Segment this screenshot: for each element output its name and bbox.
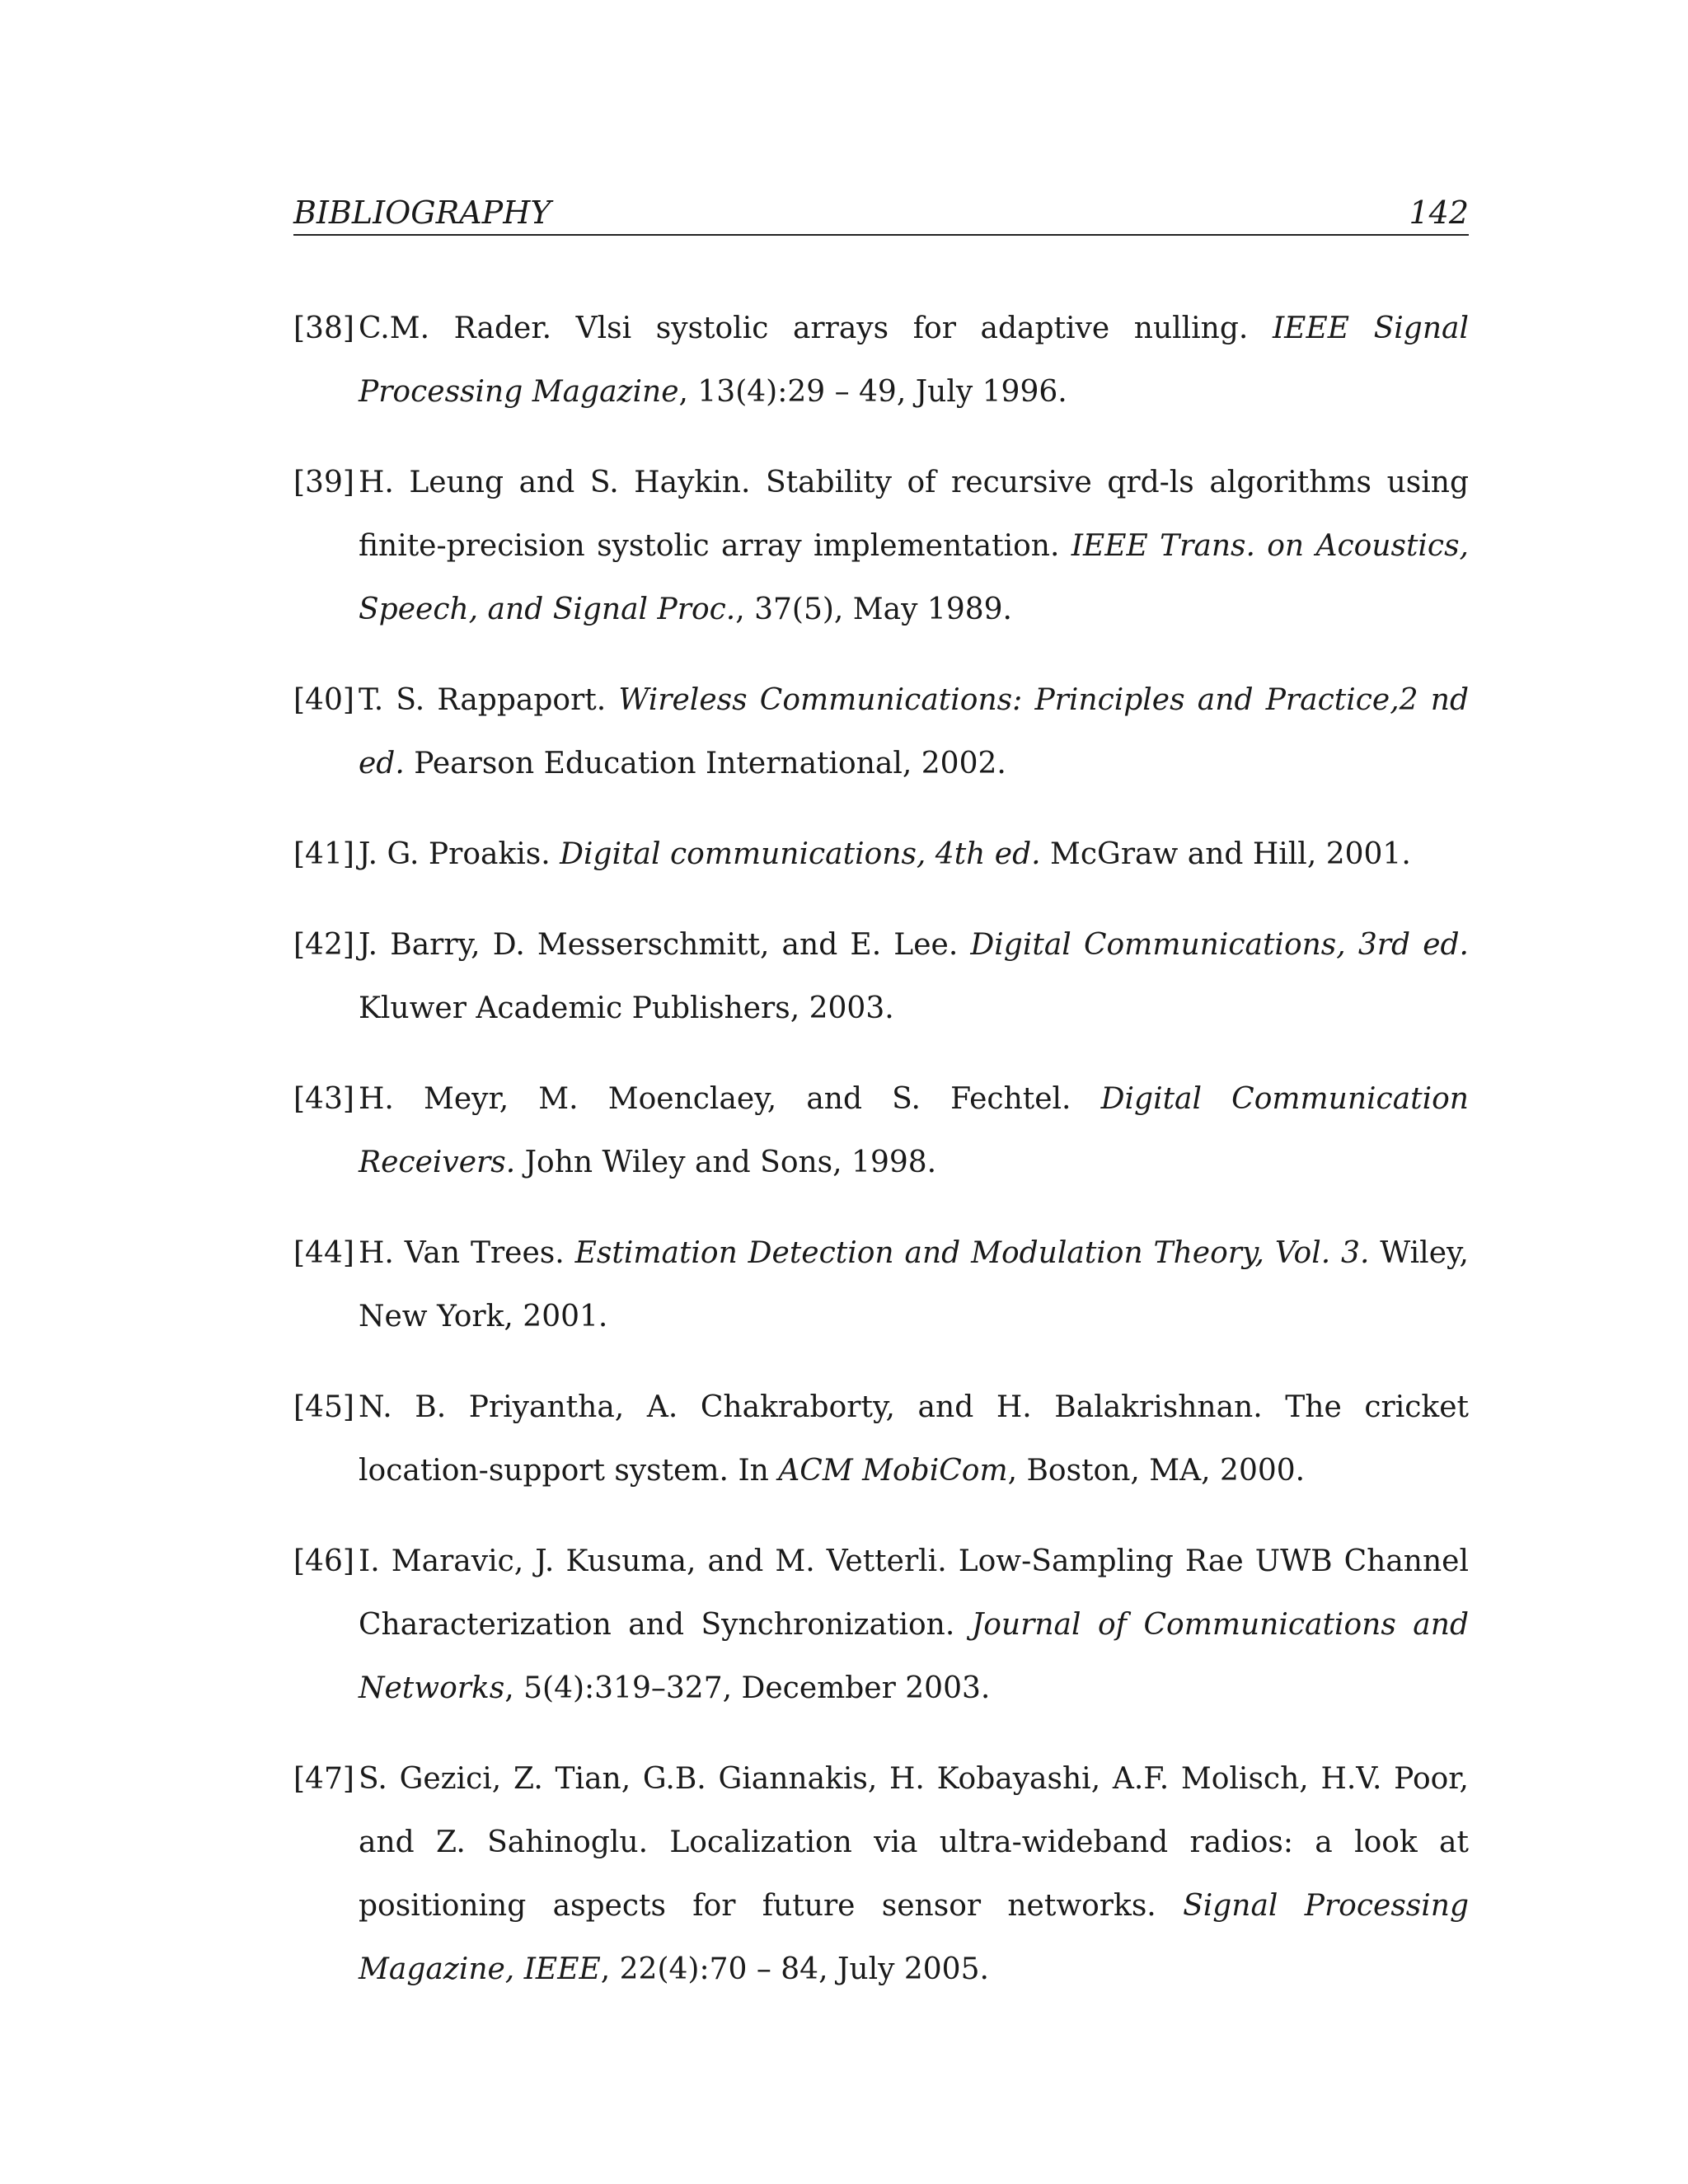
bibliography-list: [293, 297, 1469, 2028]
running-header: [293, 191, 1469, 236]
reference-authors-title: I. Maravic, J. Kusuma, and M. Vetterli. Low-Sampling Rae UWB Channel Characterization and Synchronization.: [359, 1544, 1469, 1642]
reference-details: , 22(4):70 – 84, July 2005.: [600, 1952, 989, 1986]
reference-entry: [293, 1067, 1469, 1194]
reference-authors-title: H. Van Trees.: [359, 1236, 575, 1270]
reference-entry: [293, 823, 1469, 886]
reference-entry: [293, 1530, 1469, 1720]
reference-venue: Signal Processing Magazine, IEEE: [359, 1889, 1470, 1986]
reference-details: Pearson Education International, 2002.: [404, 747, 1006, 780]
reference-authors-title: S. Gezici, Z. Tian, G.B. Giannakis, H. Kobayashi, A.F. Molisch, H.V. Poor, and Z. Sahinoglu. Localization via ultra-wideband radios: a look at positioning aspects for future sensor networks.: [359, 1762, 1469, 1923]
reference-authors-title: N. B. Priyantha, A. Chakraborty, and H. Balakrishnan. The cricket location-support system. In: [359, 1390, 1469, 1488]
reference-number: [44]: [293, 1236, 354, 1270]
reference-text: [359, 297, 1469, 424]
reference-entry: [293, 451, 1469, 641]
reference-entry: [293, 1221, 1469, 1348]
reference-entry: [293, 1747, 1469, 2001]
reference-authors-title: C.M. Rader. Vlsi systolic arrays for adaptive nulling.: [359, 312, 1273, 345]
reference-number: [47]: [293, 1762, 354, 1796]
reference-details: , Boston, MA, 2000.: [1007, 1454, 1306, 1488]
reference-details: Kluwer Academic Publishers, 2003.: [359, 991, 894, 1025]
reference-venue: Wireless Communications: Principles and Practice,2 nd ed.: [359, 683, 1469, 780]
reference-number: [46]: [293, 1544, 354, 1578]
reference-authors-title: J. Barry, D. Messerschmitt, and E. Lee.: [359, 928, 971, 962]
reference-number: [40]: [293, 683, 354, 717]
reference-entry: [293, 668, 1469, 795]
reference-details: , 5(4):319–327, December 2003.: [504, 1671, 991, 1705]
reference-venue: IEEE Trans. on Acoustics, Speech, and Signal Proc.: [359, 529, 1470, 626]
reference-venue: Digital communications, 4th ed.: [560, 837, 1041, 871]
reference-entry: [293, 1376, 1469, 1502]
reference-entry: [293, 913, 1469, 1040]
reference-number: [42]: [293, 928, 354, 962]
reference-text: [359, 1376, 1469, 1502]
reference-details: McGraw and Hill, 2001.: [1040, 837, 1411, 871]
reference-details: , 13(4):29 – 49, July 1996.: [678, 375, 1067, 409]
reference-text: [359, 1530, 1469, 1720]
reference-number: [39]: [293, 466, 354, 499]
reference-venue: Estimation Detection and Modulation Theory, Vol. 3.: [574, 1236, 1370, 1270]
reference-text: [359, 451, 1469, 641]
reference-venue: ACM MobiCom: [778, 1454, 1008, 1488]
page-number: 142: [1409, 194, 1469, 231]
reference-text: [359, 1221, 1469, 1348]
reference-text: [359, 913, 1469, 1040]
reference-number: [38]: [293, 312, 354, 345]
reference-number: [41]: [293, 837, 354, 871]
reference-text: [359, 823, 1469, 886]
reference-details: John Wiley and Sons, 1998.: [515, 1146, 937, 1179]
reference-details: Wiley, New York, 2001.: [359, 1236, 1469, 1333]
reference-number: [45]: [293, 1390, 354, 1424]
reference-details: , 37(5), May 1989.: [735, 593, 1012, 626]
reference-authors-title: T. S. Rappaport.: [359, 683, 619, 717]
reference-text: [359, 668, 1469, 795]
reference-venue: Digital Communication Receivers.: [359, 1082, 1469, 1179]
reference-number: [43]: [293, 1082, 354, 1116]
reference-authors-title: J. G. Proakis.: [359, 837, 560, 871]
reference-entry: [293, 297, 1469, 424]
reference-text: [359, 1067, 1469, 1194]
reference-authors-title: H. Meyr, M. Moenclaey, and S. Fechtel.: [359, 1082, 1101, 1116]
reference-text: [359, 1747, 1469, 2001]
section-title: BIBLIOGRAPHY: [293, 194, 551, 231]
reference-venue: Digital Communications, 3rd ed.: [970, 928, 1469, 962]
reference-authors-title: H. Leung and S. Haykin. Stability of recursive qrd-ls algorithms using finite-precision systolic array implementation.: [359, 466, 1469, 563]
reference-venue: Journal of Communications and Networks: [359, 1608, 1469, 1705]
reference-venue: IEEE Signal Processing Magazine: [359, 312, 1469, 409]
